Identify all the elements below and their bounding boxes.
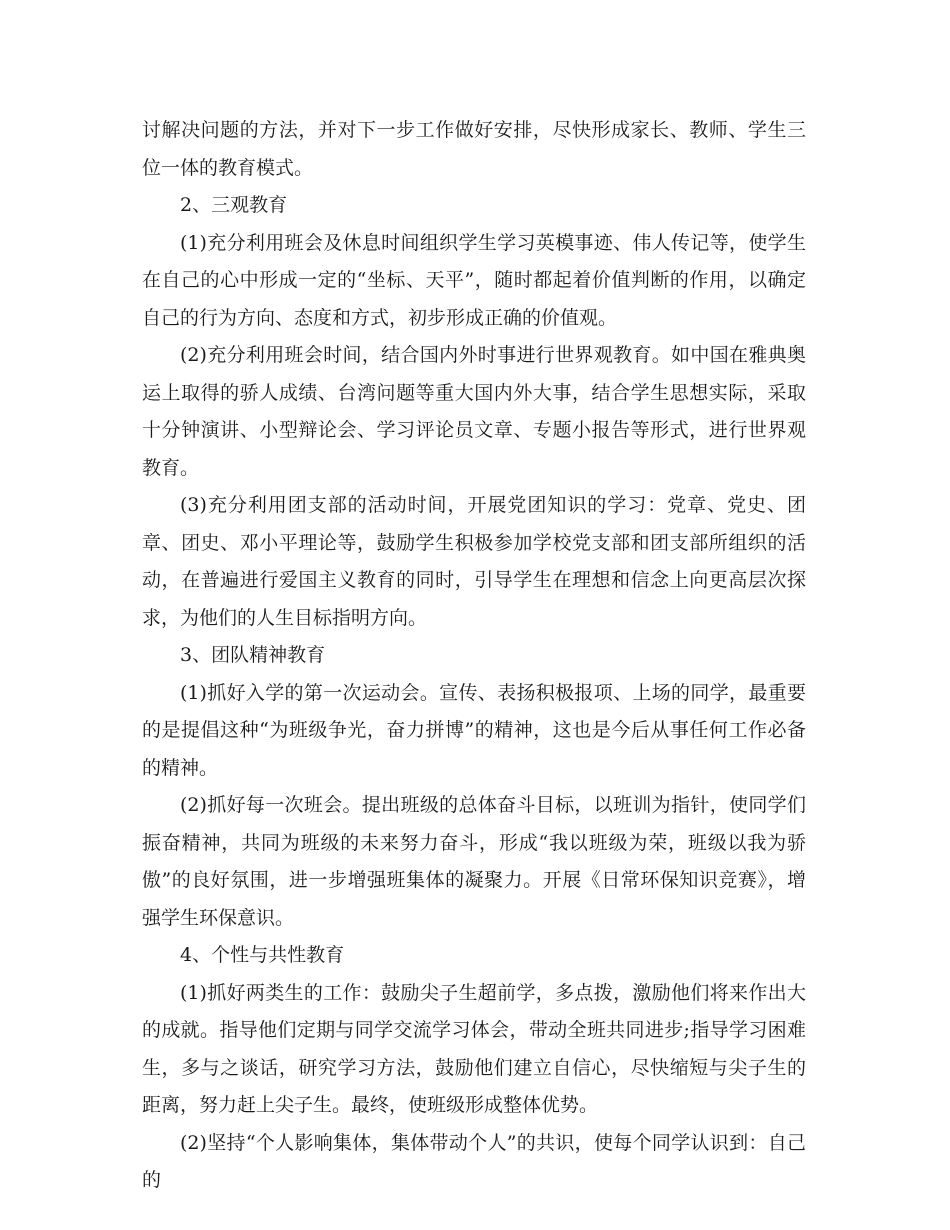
section-heading-individuality: 4、个性与共性教育: [180, 944, 345, 966]
paragraph-class-meeting: (2)抓好每一次班会。提出班级的总体奋斗目标，以班训为指针，使同学们振奋精神，共同为班级的未来努力奋斗，形成“我以班级为荣，班级以我为骄傲”的良好氛围，进一步增强班集体的凝聚力。开展《日常环保知识竞赛》，增强学生环保意识。: [142, 794, 806, 929]
section-heading-three-views: 2、三观教育: [180, 194, 288, 216]
paragraph-worldview: (2)充分利用班会时间，结合国内外时事进行世界观教育。如中国在雅典奥运上取得的骄人成绩、台湾问题等重大国内外大事，结合学生思想实际，采取十分钟演讲、小型辩论会、学习评论员文章、专题小报告等形式，进行世界观教育。: [142, 344, 806, 479]
paragraph-continuation: 讨解决问题的方法，并对下一步工作做好安排，尽快形成家长、教师、学生三位一体的教育模式。: [142, 119, 806, 179]
paragraph-league-branch: (3)充分利用团支部的活动时间，开展党团知识的学习：党章、党史、团章、团史、邓小平理论等，鼓励学生积极参加学校党支部和团支部所组织的活动，在普遍进行爱国主义教育的同时，引导学生在理想和信念上向更高层次探求，为他们的人生目标指明方向。: [142, 494, 806, 629]
paragraph-values: (1)充分利用班会及休息时间组织学生学习英模事迹、伟人传记等，使学生在自己的心中形成一定的“坐标、天平”，随时都起着价值判断的作用，以确定自己的行为方向、态度和方式，初步形成正确的价值观。: [142, 231, 806, 329]
section-heading-team-spirit: 3、团队精神教育: [180, 644, 326, 666]
paragraph-individual-collective: (2)坚持“个人影响集体，集体带动个人”的共识，使每个同学认识到：自己的: [142, 1131, 806, 1191]
document-body: [142, 112, 806, 1200]
paragraph-two-types-students: (1)抓好两类生的工作：鼓励尖子生超前学，多点拨，激励他们将来作出大的成就。指导他们定期与同学交流学习体会，带动全班共同进步;指导学习困难生，多与之谈话，研究学习方法，鼓励他们建立自信心，尽快缩短与尖子生的距离，努力赶上尖子生。最终，使班级形成整体优势。: [142, 981, 806, 1116]
paragraph-sports-meet: (1)抓好入学的第一次运动会。宣传、表扬积极报项、上场的同学，最重要的是提倡这种“为班级争光，奋力拼博”的精神，这也是今后从事任何工作必备的精神。: [142, 681, 806, 779]
